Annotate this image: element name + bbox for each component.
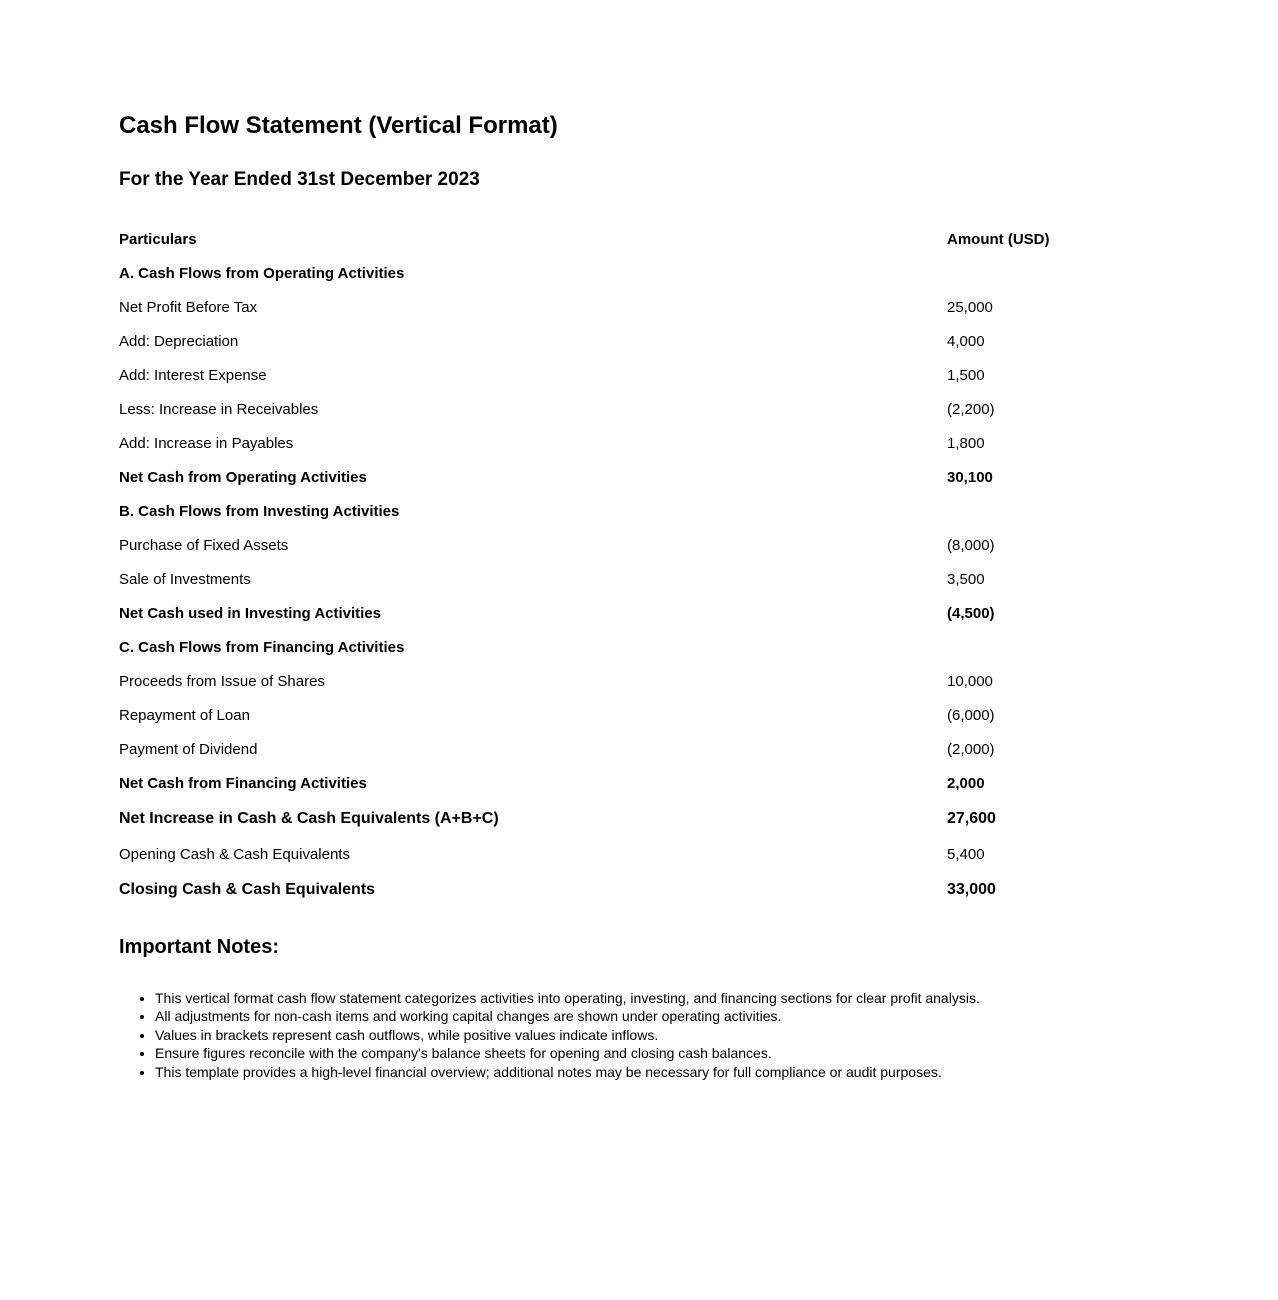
row-label: Net Cash from Financing Activities (119, 774, 367, 792)
row-label: Net Increase in Cash & Cash Equivalents (A+B+C) (119, 809, 499, 827)
notes-list (119, 989, 1178, 1081)
row-amount (947, 256, 1159, 290)
table-row (119, 494, 1159, 528)
table-row (119, 596, 1159, 630)
table-header (119, 222, 1159, 256)
row-amount: 27,600 (947, 809, 996, 827)
row-amount: (2,000) (947, 740, 995, 758)
row-amount: 5,400 (947, 845, 985, 863)
row-amount (947, 630, 1159, 664)
row-amount (947, 494, 1159, 528)
table-row (119, 732, 1159, 766)
table-row (119, 562, 1159, 596)
row-amount: 10,000 (947, 672, 993, 690)
page-subtitle: For the Year Ended 31st December 2023 (119, 169, 480, 190)
row-amount: (6,000) (947, 706, 995, 724)
page-title: Cash Flow Statement (Vertical Format) (119, 112, 558, 139)
row-amount: 1,800 (947, 434, 985, 452)
column-header-particulars: Particulars (119, 230, 197, 248)
row-label: B. Cash Flows from Investing Activities (119, 502, 400, 520)
table-row (119, 837, 1159, 871)
row-amount: (4,500) (947, 604, 995, 622)
table-header-row (119, 222, 1159, 256)
row-amount: 3,500 (947, 570, 985, 588)
note-item: • Ensure figures reconcile with the company's balance sheets for opening and closing cash balances. (155, 1044, 1178, 1062)
notes-heading: Important Notes: (119, 936, 279, 958)
row-label: Sale of Investments (119, 570, 251, 588)
table-row (119, 664, 1159, 698)
row-label: Closing Cash & Cash Equivalents (119, 880, 376, 898)
table-row (119, 460, 1159, 494)
table-row (119, 766, 1159, 800)
row-amount: 2,000 (947, 774, 985, 792)
row-label: Purchase of Fixed Assets (119, 536, 289, 554)
cash-flow-table (119, 222, 1159, 908)
row-amount: 25,000 (947, 298, 993, 316)
column-header-amount: Amount (USD) (947, 230, 1050, 248)
table-row (119, 256, 1159, 290)
note-item: • Values in brackets represent cash outflows, while positive values indicate inflows. (155, 1026, 1178, 1044)
table-row (119, 358, 1159, 392)
row-amount: (8,000) (947, 536, 995, 554)
table-row (119, 290, 1159, 324)
row-label: Payment of Dividend (119, 740, 258, 758)
table-row (119, 800, 1159, 837)
table-body (119, 256, 1159, 908)
row-label: Net Profit Before Tax (119, 298, 258, 316)
row-amount: 4,000 (947, 332, 985, 350)
row-amount: 30,100 (947, 468, 993, 486)
table-row (119, 528, 1159, 562)
row-label: C. Cash Flows from Financing Activities (119, 638, 405, 656)
row-label: Net Cash from Operating Activities (119, 468, 367, 486)
table-row (119, 392, 1159, 426)
row-amount: (2,200) (947, 400, 995, 418)
row-label: Repayment of Loan (119, 706, 250, 724)
table-row (119, 698, 1159, 732)
table-row (119, 324, 1159, 358)
row-label: Less: Increase in Receivables (119, 400, 319, 418)
row-amount: 1,500 (947, 366, 985, 384)
note-item: • All adjustments for non-cash items and working capital changes are shown under operating activities. (155, 1007, 1178, 1025)
note-item: • This template provides a high-level financial overview; additional notes may be necessary for full compliance or audit purposes. (155, 1063, 1178, 1081)
row-amount: 33,000 (947, 880, 996, 898)
row-label: Add: Increase in Payables (119, 434, 294, 452)
row-label: Add: Interest Expense (119, 366, 267, 384)
note-item: • This vertical format cash flow statement categorizes activities into operating, investing, and financing sections for clear profit analysis. (155, 989, 1178, 1007)
row-label: Opening Cash & Cash Equivalents (119, 845, 350, 863)
table-row (119, 630, 1159, 664)
row-label: A. Cash Flows from Operating Activities (119, 264, 405, 282)
row-label: Net Cash used in Investing Activities (119, 604, 382, 622)
row-label: Add: Depreciation (119, 332, 239, 350)
table-row (119, 426, 1159, 460)
row-label: Proceeds from Issue of Shares (119, 672, 325, 690)
table-row (119, 871, 1159, 908)
